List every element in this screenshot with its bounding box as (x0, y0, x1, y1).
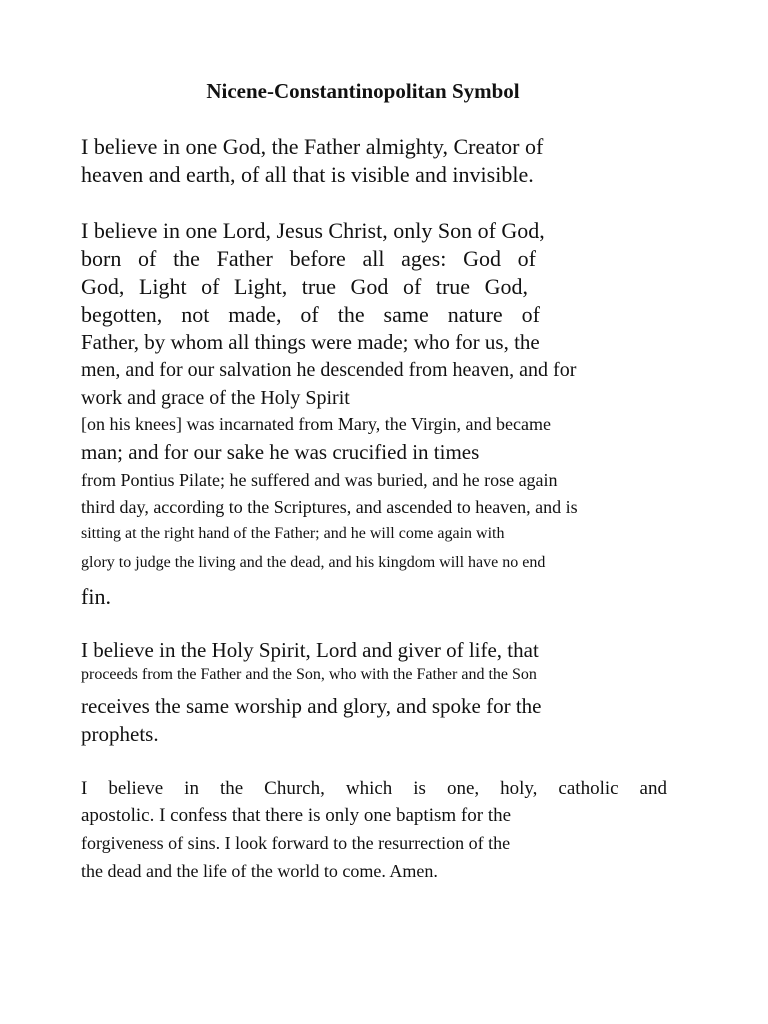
text-line: third day, according to the Scriptures, and ascended to heaven, and is (81, 497, 578, 517)
text-line: proceeds from the Father and the Son, who with the Father and the Son (81, 666, 537, 683)
text-line: I believe in the Holy Spirit, Lord and giver of life, that (81, 638, 539, 662)
text-line: sitting at the right hand of the Father; and he will come again with (81, 525, 505, 542)
text-line: Father, by whom all things were made; who for us, the (81, 330, 540, 354)
text-line: born of the Father before all ages: God of (81, 246, 536, 271)
text-line: work and grace of the Holy Spirit (81, 387, 350, 409)
text-line: men, and for our salvation he descended from heaven, and for (81, 359, 577, 381)
text-line: I believe in one Lord, Jesus Christ, only Son of God, (81, 218, 545, 243)
text-line: forgiveness of sins. I look forward to the resurrection of the (81, 833, 511, 853)
text-line: I believe in the Church, which is one, holy, catholic and (81, 778, 667, 799)
text-line: prophets. (81, 722, 159, 746)
text-line: begotten, not made, of the same nature of (81, 302, 540, 327)
text-line: God, Light of Light, true God of true God, (81, 274, 528, 299)
text-line: receives the same worship and glory, and spoke for the (81, 694, 542, 718)
text-line: apostolic. I confess that there is only one baptism for the (81, 805, 512, 826)
text-line: [on his knees] was incarnated from Mary, the Virgin, and became (81, 414, 551, 434)
text-line: fin. (81, 584, 111, 609)
text-line: the dead and the life of the world to come. Amen. (81, 861, 438, 881)
text-line: heaven and earth, of all that is visible and invisible. (81, 162, 534, 187)
text-line: from Pontius Pilate; he suffered and was buried, and he rose again (81, 470, 558, 490)
document-title: Nicene-Constantinopolitan Symbol (206, 79, 520, 103)
text-line: man; and for our sake he was crucified in times (81, 440, 480, 464)
text-line: glory to judge the living and the dead, and his kingdom will have no end (81, 554, 546, 571)
text-line: I believe in one God, the Father almighty, Creator of (81, 134, 544, 159)
